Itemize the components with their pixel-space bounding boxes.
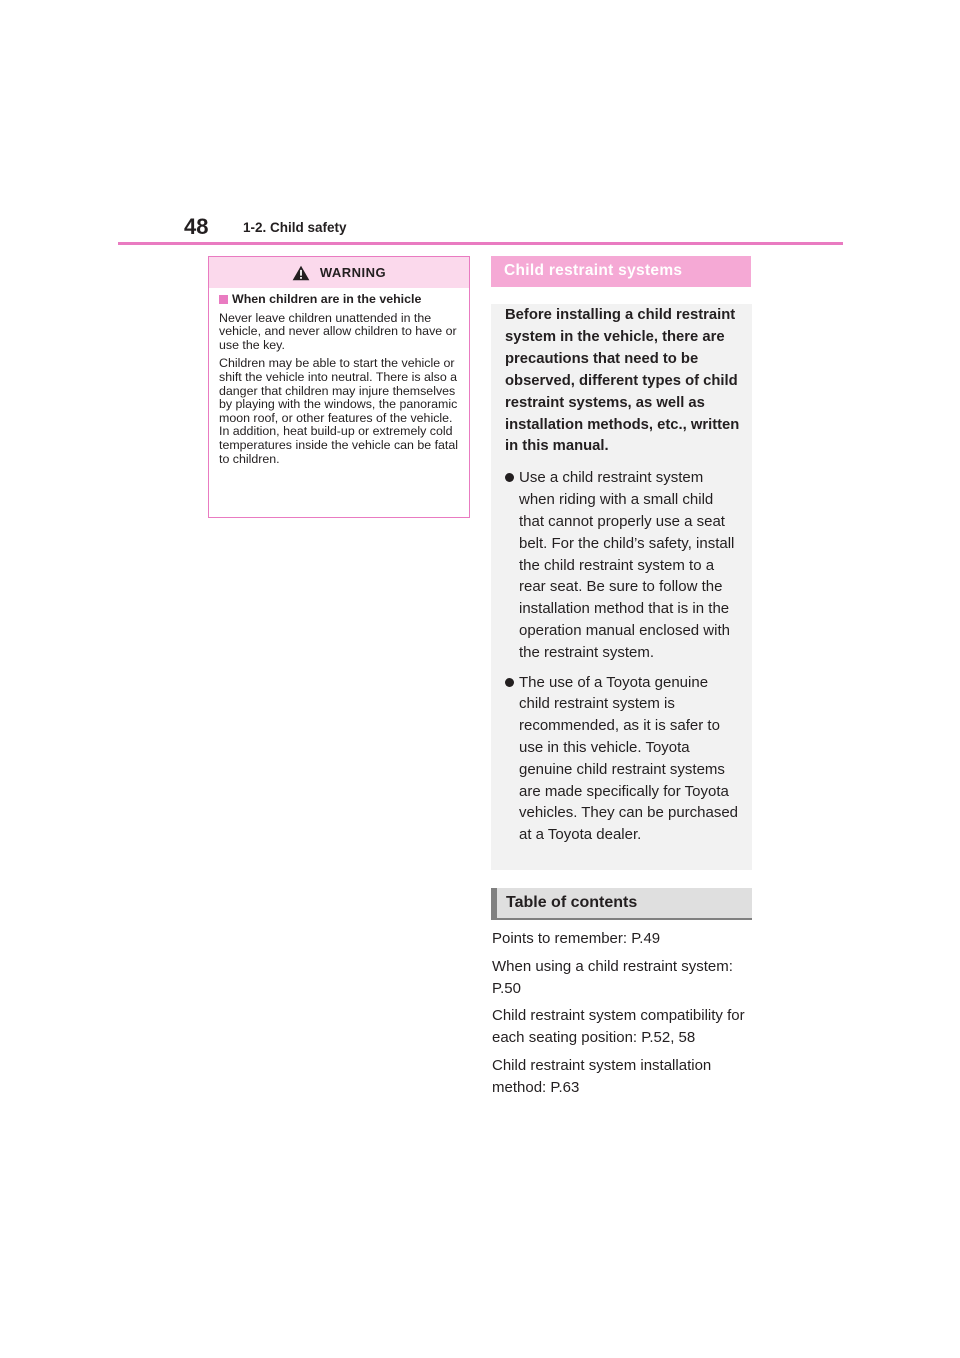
intro-box (491, 304, 752, 870)
toc-header: Table of contents (491, 888, 752, 920)
warning-paragraph: Children may be able to start the vehicle or shift the vehicle into neutral. There is also a danger that children may injure themselves by playing with the windows, the panoramic moon roof, or other features of the vehicle. In addition, heat build-up or extremely cold temperatures inside the vehicle can be fatal to children. (219, 356, 459, 466)
page-number: 48 (184, 214, 209, 239)
toc-link-compatibility[interactable]: Child restraint system compatibility for each seating position: P.52, 58 (492, 1007, 745, 1047)
list-item (505, 467, 740, 663)
warning-box (208, 256, 470, 518)
bullet-text: The use of a Toyota genuine child restraint system is recommended, as it is safer to use in this vehicle. Toyota genuine child restraint systems are made specifically for Toyota vehicles. They can be purchased at a Toyota dealer. (519, 673, 739, 844)
warning-paragraph: Never leave children unattended in the vehicle, and never allow children to have or use the key. (219, 310, 457, 352)
toc-link-using-restraint[interactable]: When using a child restraint system: P.50 (492, 957, 733, 997)
intro-text: Before installing a child restraint system in the vehicle, there are precautions that need to be observed, different types of child restraint systems, as well as installation methods, etc., written in this manual. (505, 307, 740, 455)
bullet-list (505, 467, 740, 846)
toc-list (492, 928, 754, 1105)
square-bullet-icon (219, 295, 228, 304)
warning-body (209, 288, 469, 466)
header-divider (118, 242, 843, 245)
bullet-icon (505, 678, 514, 687)
warning-subheading-text: When children are in the vehicle (232, 292, 422, 306)
toc-link-installation[interactable]: Child restraint system installation method: P.63 (492, 1056, 712, 1096)
child-restraint-banner: Child restraint systems (491, 256, 751, 287)
section-title: 1-2. Child safety (243, 220, 347, 235)
warning-title: WARNING (319, 265, 387, 280)
warning-triangle-icon (292, 265, 310, 281)
bullet-text: Use a child restraint system when riding with a small child that cannot properly use a seat belt. For the child’s safety, install the child restraint system to a rear seat. Be sure to follow the installation method that is in the operation manual enclosed with the restraint system. (519, 469, 735, 661)
list-item (505, 672, 740, 846)
toc-link-points-to-remember[interactable]: Points to remember: P.49 (492, 930, 661, 947)
bullet-icon (505, 473, 514, 482)
warning-header (209, 257, 469, 288)
warning-subheading (219, 293, 460, 307)
